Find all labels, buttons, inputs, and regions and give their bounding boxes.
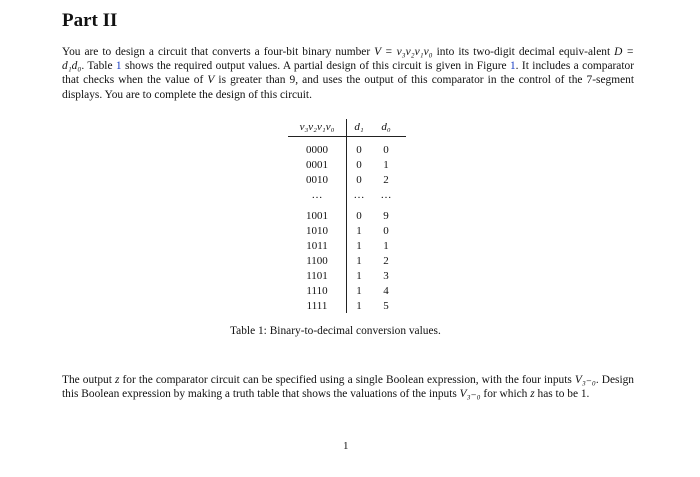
math-d-definition: D = d₁d₀ [62,46,634,73]
header-binary-input: v₃v₂v₁v₀ [299,121,335,133]
cell-binary: 1001 [306,210,328,222]
cell-d1: 1 [356,300,362,312]
cell-binary: 1101 [306,270,328,282]
cell-d1: 1 [356,255,362,267]
cell-binary: 0000 [306,144,328,156]
intro-paragraph [62,45,634,102]
cell-d0: 3 [383,270,389,282]
cell-ellipsis: … [353,189,365,201]
cell-binary: 1011 [306,240,328,252]
intro-text-4: shows the required output values. A partial design of this circuit is given in Figure [121,60,510,73]
comparator-paragraph [62,373,634,401]
page-number: 1 [343,440,349,452]
conversion-table [288,118,406,314]
math-v3-0: V₃₋₀ [574,374,596,386]
cell-d1: 0 [356,174,362,186]
output-text-1: The output [62,374,115,386]
cell-d1: 1 [356,285,362,297]
output-text-4: for which [480,388,531,401]
output-text-3: . Design this Boolean expression by making a truth table that shows the valuations of the inputs [62,374,635,401]
intro-text-1: You are to design a circuit that converts a four-bit binary number [62,46,375,58]
cell-binary: 1100 [306,255,328,267]
math-v: V [207,74,215,87]
math-z: z [530,388,535,401]
cell-d1: 1 [356,225,362,237]
cell-ellipsis: … [380,189,392,201]
intro-text-3: . Table [81,60,116,73]
table-caption: Table 1: Binary-to-decimal conversion values. [230,325,441,337]
cell-d0: 1 [383,240,389,252]
math-v3-0: V₃₋₀ [459,388,481,401]
intro-text-6: is greater than 9, and uses the output of this comparator in the control of the 7-segment displays. You are to complete the design of this circuit. [62,74,634,101]
cell-binary: 0010 [306,174,328,186]
intro-text-2: into its two-digit decimal equiv-alent [432,46,615,58]
math-v-definition: V = v₃v₂v₁v₀ [374,46,433,58]
cell-d1: 1 [356,240,362,252]
cell-binary: 0001 [306,159,328,171]
cell-d1: 0 [356,159,362,171]
figure-reference-link[interactable]: 1 [509,60,516,73]
output-text-5: has to be 1. [534,388,590,401]
output-text-2: for the comparator circuit can be specified using a single Boolean expression, with the four inputs [119,374,575,386]
cell-d0: 0 [383,225,389,237]
cell-binary: 1110 [306,285,328,297]
cell-d0: 5 [383,300,389,312]
cell-binary: 1010 [306,225,328,237]
header-d0: d₀ [381,121,391,133]
cell-d1: 0 [356,210,362,222]
intro-text-5: . It includes a comparator that checks when the value of [62,60,635,87]
cell-d0: 9 [383,210,389,222]
table-reference-link[interactable]: 1 [115,60,122,73]
header-d1: d₁ [354,121,364,133]
cell-d0: 2 [383,174,389,186]
cell-d0: 0 [383,144,389,156]
table-header-rule [288,136,406,137]
cell-ellipsis: … [311,189,323,201]
cell-d1: 0 [356,144,362,156]
cell-d0: 2 [383,255,389,267]
cell-binary: 1111 [306,300,328,312]
cell-d0: 1 [383,159,389,171]
cell-d0: 4 [383,285,389,297]
cell-d1: 1 [356,270,362,282]
math-z: z [114,374,120,386]
section-heading: Part II [62,10,118,31]
